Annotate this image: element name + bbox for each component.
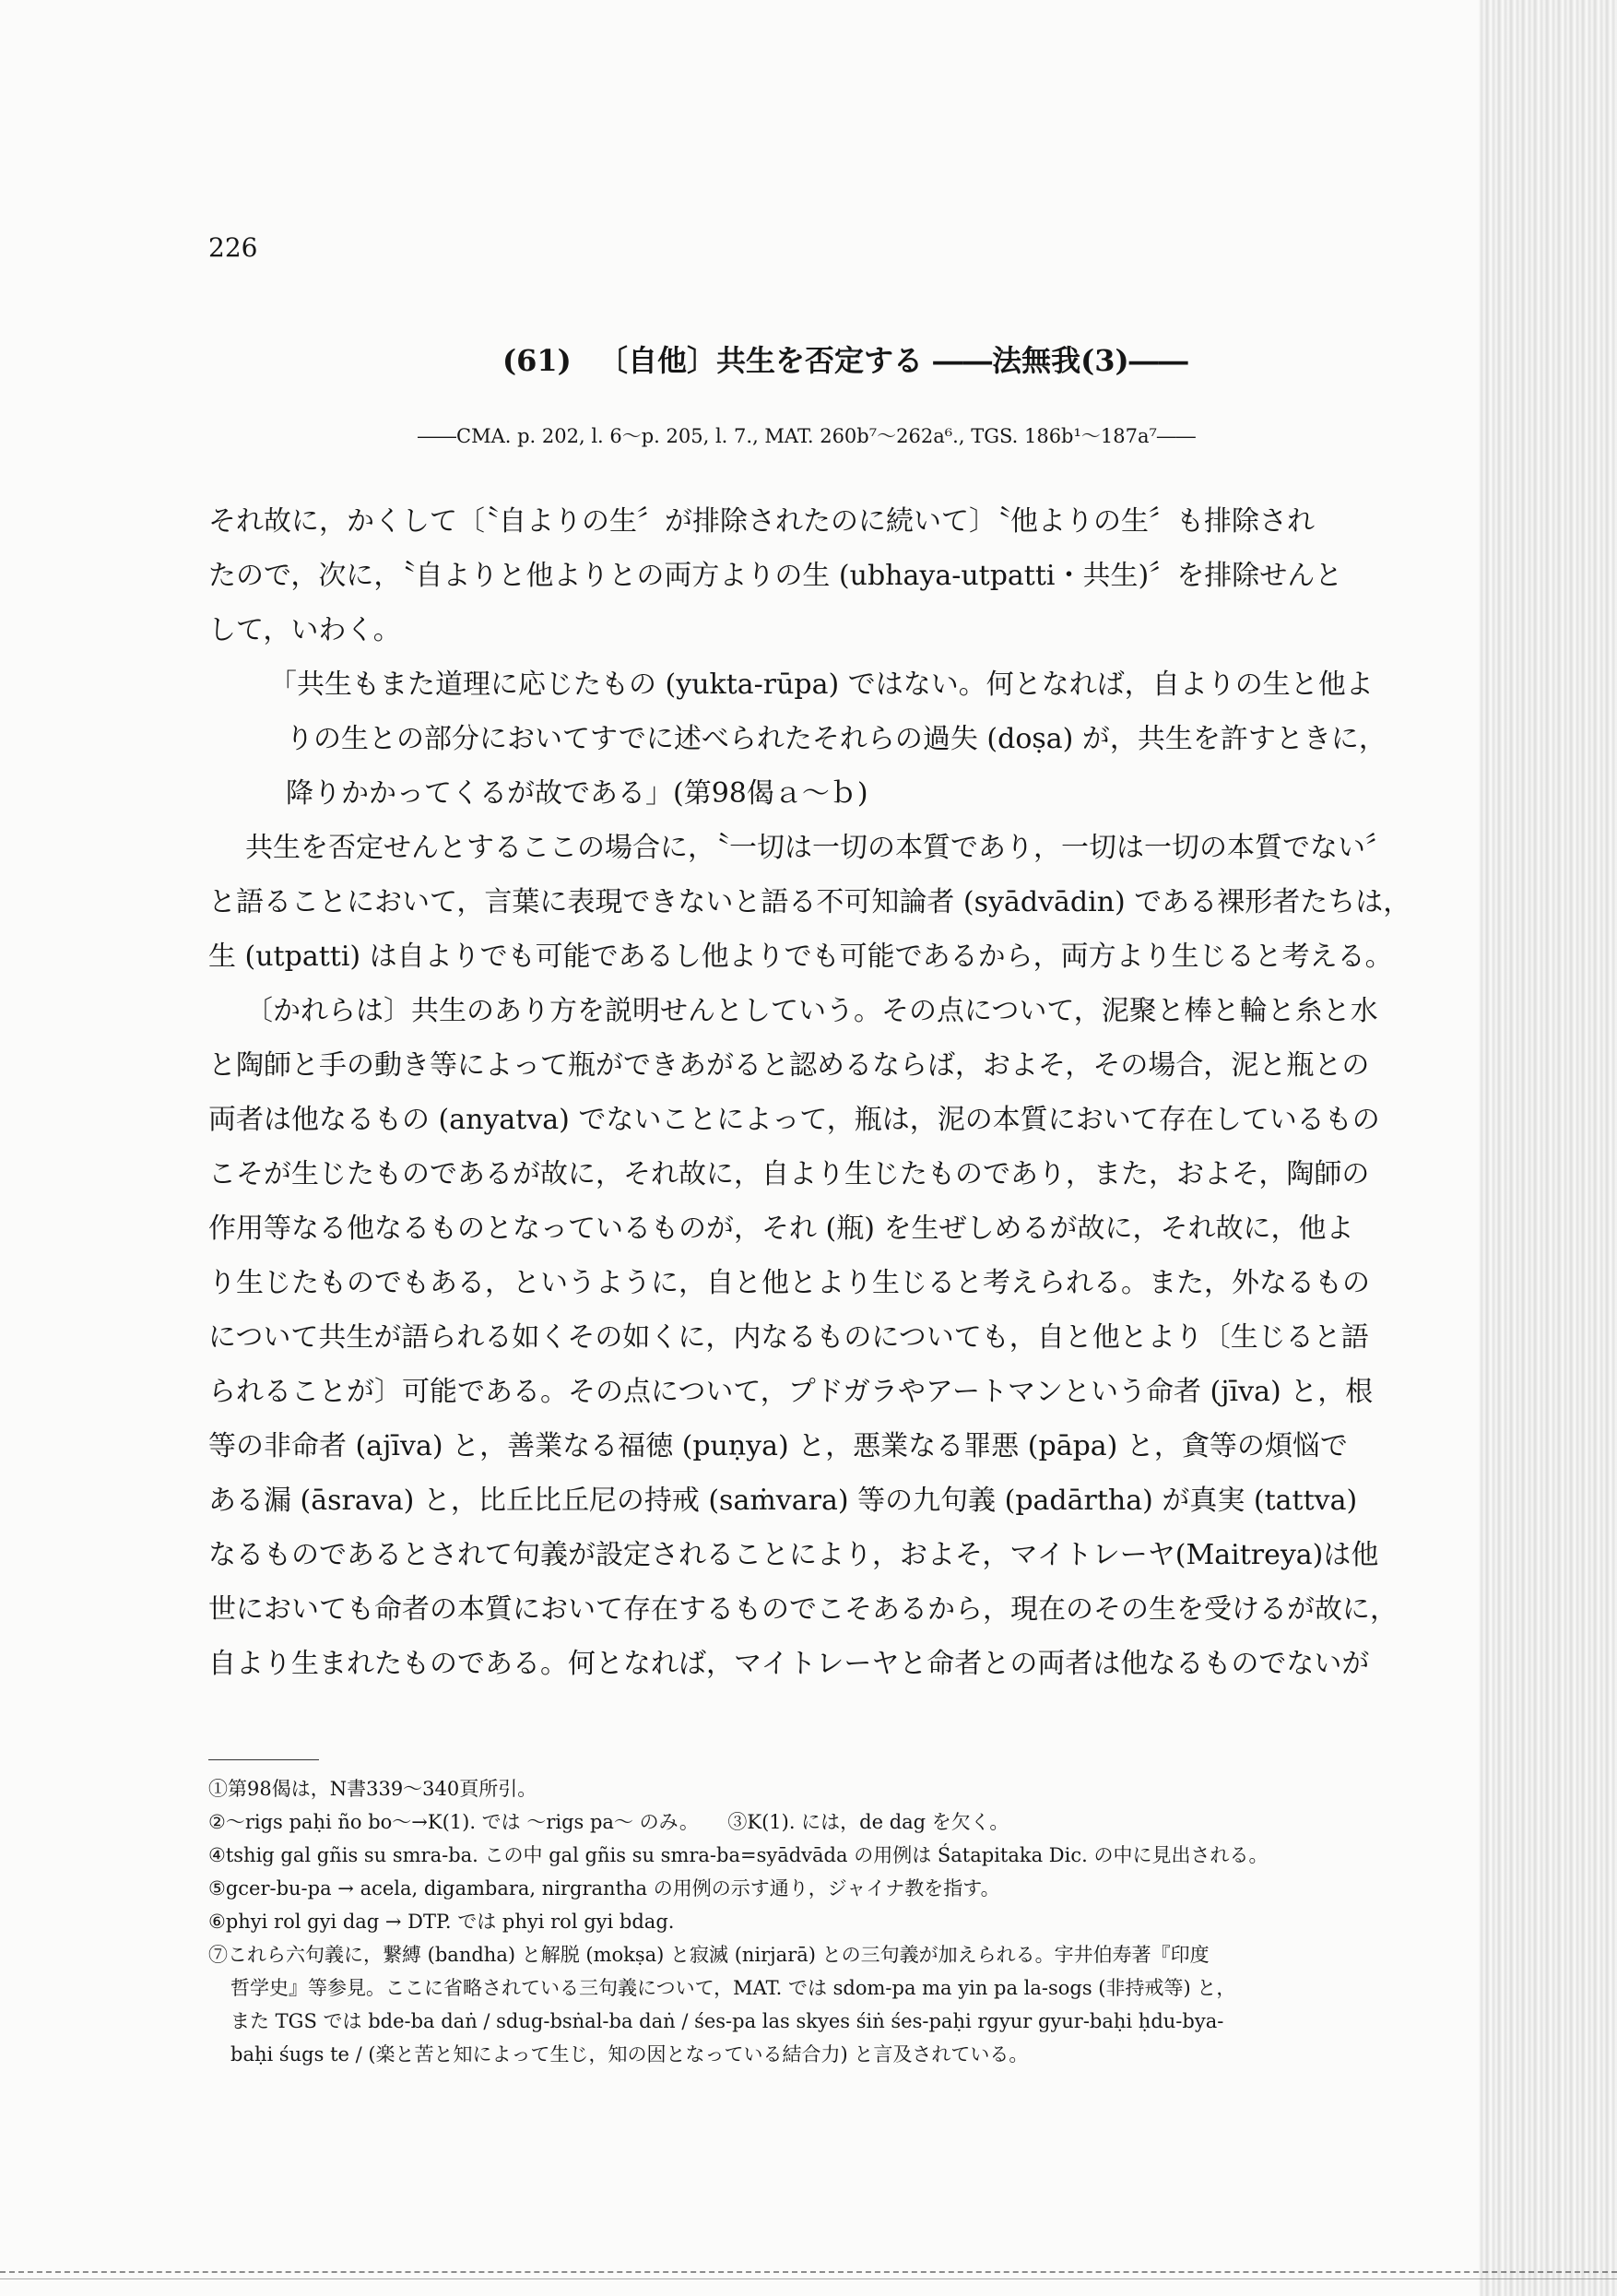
body-line: 自より生まれたものである。何となれば，マイトレーヤと命者との両者は他なるものでないが xyxy=(208,1648,1370,1680)
verse-line: 降りかかってくるが故である」(第98偈ａ～ｂ) xyxy=(286,777,868,810)
body-line: と陶師と手の動き等によって瓶ができあがると認めるならば，およそ，その場合，泥と瓶との xyxy=(208,1049,1370,1082)
body-line: して，いわく。 xyxy=(208,614,401,646)
body-line: 〔かれらは〕共生のあり方を説明せんとしていう。その点について，泥聚と棒と輪と糸と水 xyxy=(245,995,1378,1027)
footnote: ⑦これら六句義に，繋縛 (bandha) と解脱 (mokṣa) と寂滅 (nirjarā) との三句義が加えられる。宇井伯寿著『印度 xyxy=(208,1944,1210,1966)
body-line: と語ることにおいて，言葉に表現できないと語る不可知論者 (syādvādin) である裸形者たちは， xyxy=(208,886,1411,918)
body-line: られることが〕可能である。その点について，プドガラやアートマンという命者 (jīva) と，根 xyxy=(208,1376,1374,1408)
body-line: 共生を否定せんとするここの場合に，〝一切は一切の本質であり，一切は一切の本質でない〞 xyxy=(245,832,1393,864)
body-text xyxy=(208,494,1421,1691)
footnote-continuation: 哲学史』等参見。ここに省略されている三句義について，MAT. では sdom-pa ma yin pa la-sogs (非持戒等) と， xyxy=(230,1977,1236,1999)
body-line: それ故に，かくして〔〝自よりの生〞が排除されたのに続いて〕〝他よりの生〞も排除され xyxy=(208,505,1315,538)
scan-edge-bottom xyxy=(0,2271,1617,2279)
footnotes xyxy=(208,1772,1434,2071)
section-title xyxy=(502,337,1188,380)
footnote: ⑤gcer-bu-pa → acela, digambara, nirgrantha の用例の示す通り，ジャイナ教を指す。 xyxy=(208,1877,1000,1900)
footnote-divider xyxy=(208,1759,319,1760)
body-line: 世においても命者の本質において存在するものでこそあるから，現在のその生を受けるが故に， xyxy=(208,1593,1398,1626)
footnote-continuation: また TGS では bde-ba daṅ / sdug-bsṅal-ba daṅ / śes-pa las skyes śiṅ śes-paḥi rgyur gyur-baḥi ḥdu-bya- xyxy=(230,2010,1224,2032)
body-line: 生 (utpatti) は自よりでも可能であるし他よりでも可能であるから，両方より生じると考える。 xyxy=(208,941,1393,973)
source-reference: ――CMA. p. 202, l. 6～p. 205, l. 7., MAT. 260b⁷～262a⁶., TGS. 186b¹～187a⁷―― xyxy=(418,425,1196,447)
verse-line: 「共生もまた道理に応じたもの (yukta-rūpa) ではない。何となれば，自よりの生と他よ xyxy=(269,669,1374,701)
body-line: たので，次に，〝自よりと他よりとの両方よりの生 (ubhaya-utpatti・共生)〞を排除せんと xyxy=(208,560,1343,592)
body-line: り生じたものでもある，というように，自と他とより生じると考えられる。また，外なるもの xyxy=(208,1267,1370,1299)
footnote: ④tshig gal gñis su smra-ba. この中 gal gñis su smra-ba=syādvāda の用例は Śatapitaka Dic. の中に見出される。 xyxy=(208,1844,1269,1866)
body-line: ある漏 (āsrava) と，比丘比丘尼の持戒 (saṁvara) 等の九句義 (padārtha) が真実 (tattva) xyxy=(208,1485,1358,1517)
body-line: なるものであるとされて句義が設定されることにより，およそ，マイトレーヤ(Maitreya)は他 xyxy=(208,1539,1379,1571)
verse-line: りの生との部分においてすでに述べられたそれらの過失 (doṣa) が，共生を許すときに， xyxy=(286,723,1387,755)
body-line: 両者は他なるもの (anyatva) でないことによって，瓶は，泥の本質において存在しているもの xyxy=(208,1104,1380,1136)
body-line: について共生が語られる如くその如くに，内なるものについても，自と他とより〔生じると語 xyxy=(208,1321,1369,1354)
section-title-text: 〔自他〕共生を否定する ――法無我(3)―― xyxy=(597,343,1188,378)
page-number: 226 xyxy=(208,232,258,263)
scan-edge-right xyxy=(1479,0,1617,2296)
footnote-continuation: baḥi śugs te / (楽と苦と知によって生じ，知の因となっている結合力) と言及されている。 xyxy=(230,2043,1029,2065)
body-line: 作用等なる他なるものとなっているものが，それ (瓶) を生ぜしめるが故に，それ故に，他よ xyxy=(208,1213,1354,1245)
body-line: こそが生じたものであるが故に，それ故に，自より生じたものであり，また，およそ，陶師の xyxy=(208,1158,1370,1190)
footnote: ②～rigs paḥi ño bo～→K(1). では ～rigs pa～ のみ。 ③K(1). には，de dag を欠く。 xyxy=(208,1811,1009,1833)
footnote: ⑥phyi rol gyi dag → DTP. では phyi rol gyi bdag. xyxy=(208,1911,675,1933)
section-number: (61) xyxy=(502,343,572,378)
body-line: 等の非命者 (ajīva) と，善業なる福徳 (puṇya) と，悪業なる罪悪 (pāpa) と，貪等の煩悩で xyxy=(208,1430,1348,1462)
footnote: ①第98偈は，N書339～340頁所引。 xyxy=(208,1778,537,1800)
